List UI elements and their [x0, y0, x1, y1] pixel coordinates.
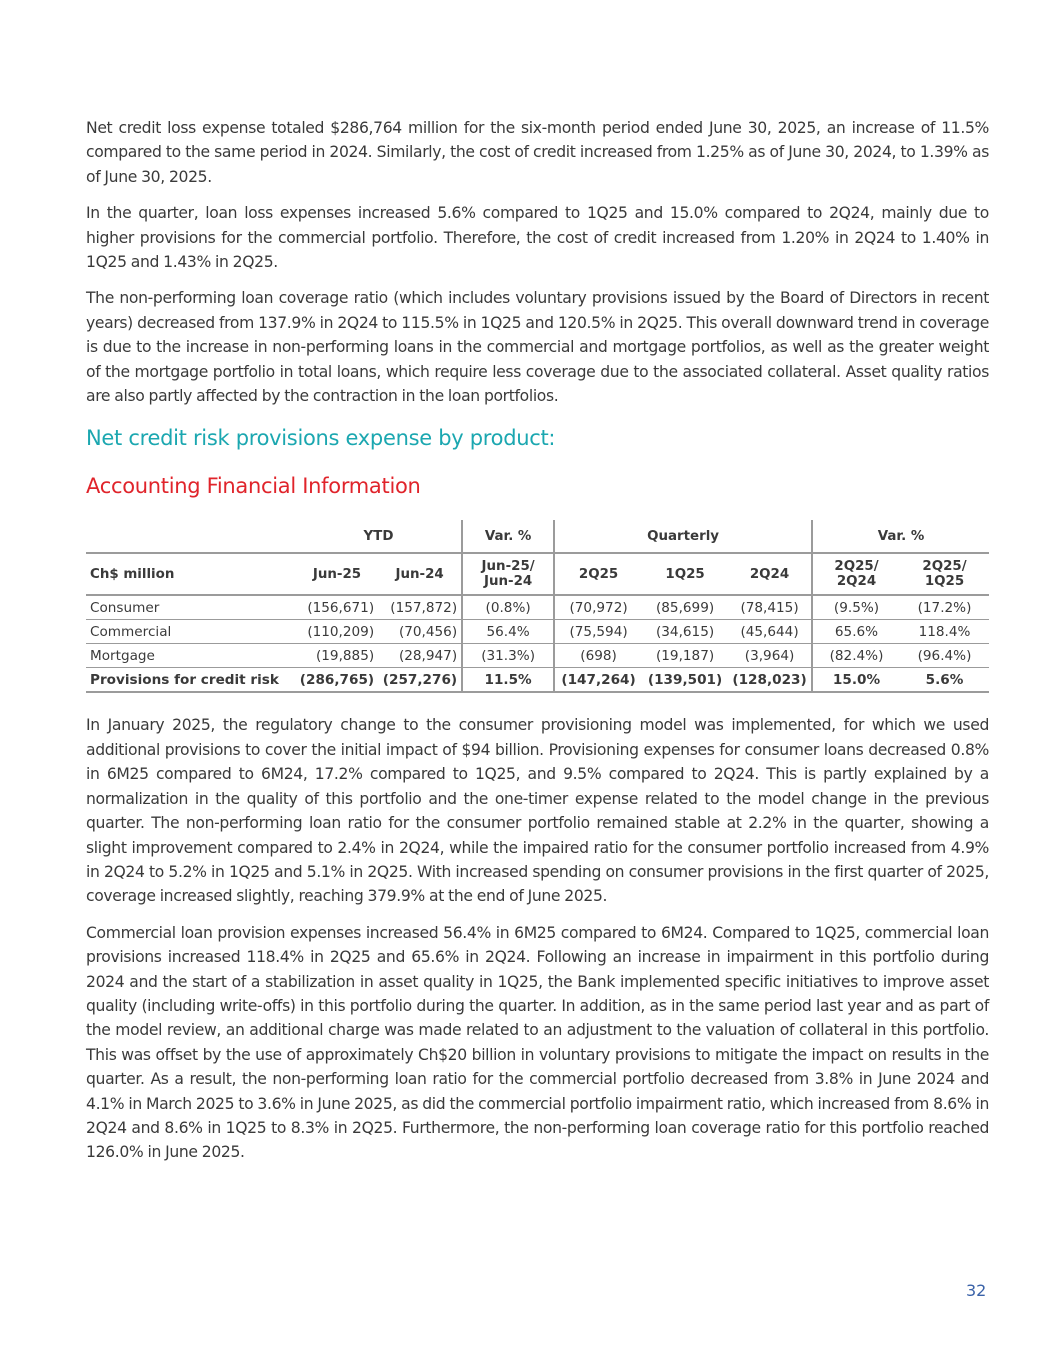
- cell-q1-25: (34,615): [642, 620, 728, 644]
- cell-jun24: (70,456): [378, 620, 462, 644]
- document-page: [86, 116, 989, 1177]
- column-header-2q24: 2Q24: [728, 553, 812, 595]
- column-header-jun24: Jun-24: [378, 553, 462, 595]
- section-heading: Net credit risk provisions expense by product:: [86, 426, 556, 451]
- cell-q2-25: (75,594): [554, 620, 642, 644]
- provisions-table: [86, 520, 989, 693]
- group-header-row: [86, 520, 989, 553]
- column-header-label: Ch$ million: [86, 553, 296, 595]
- paragraph-net-credit-loss: Net credit loss expense totaled $286,764 million for the six-month period ended June 30, 2025, an increase of 11.5% compared to the same period in 2024. Similarly, the cost of credit increased from 1.25% as of June 30, 2024, to 1.39% as of June 30, 2025.: [86, 119, 989, 186]
- cell-jun25: (19,885): [296, 644, 378, 668]
- cell-q2-24: (128,023): [728, 668, 812, 693]
- cell-q1-25: (139,501): [642, 668, 728, 693]
- cell-var-ytd: (0.8%): [462, 595, 554, 620]
- cell-label: Commercial: [86, 620, 296, 644]
- column-header-1q25: 1Q25: [642, 553, 728, 595]
- cell-q1-25: (19,187): [642, 644, 728, 668]
- cell-var-2q24: 65.6%: [812, 620, 900, 644]
- cell-var-ytd: (31.3%): [462, 644, 554, 668]
- column-header-row: [86, 553, 989, 595]
- group-header-var-ytd: Var. %: [462, 520, 554, 553]
- column-header-var-2q24: 2Q25/ 2Q24: [812, 553, 900, 595]
- group-header-var-quarterly: Var. %: [812, 520, 989, 553]
- cell-jun24: (257,276): [378, 668, 462, 693]
- page-number: 32: [966, 1281, 987, 1300]
- table-row: [86, 668, 989, 693]
- subsection-heading: Accounting Financial Information: [86, 474, 421, 499]
- cell-label: Mortgage: [86, 644, 296, 668]
- paragraph-consumer-provisions: In January 2025, the regulatory change to the consumer provisioning model was implemented, for which we used additional provisions to cover the initial impact of $94 billion. Provisioning expenses for consumer loans decreased 0.8% in 6M25 compared to 6M24, 17.2% compared to 1Q25, and 9.5% compared to 2Q24. This is partly explained by a normalization in the quality of this portfolio and the one-timer expense related to the model change in the previous quarter. The non-performing loan ratio for the consumer portfolio remained stable at 2.2% in the quarter, showing a slight improvement compared to 2.4% in 2Q24, while the impaired ratio for the consumer portfolio increased from 4.9% in 2Q24 to 5.2% in 1Q25 and 5.1% in 2Q25. With increased spending on consumer provisions in the first quarter of 2025, coverage increased slightly, reaching 379.9% at the end of June 2025.: [86, 716, 989, 906]
- cell-label: Provisions for credit risk: [86, 668, 296, 693]
- paragraph-quarter-loan-loss: In the quarter, loan loss expenses increased 5.6% compared to 1Q25 and 15.0% compared to 2Q24, mainly due to higher provisions for the commercial portfolio. Therefore, the cost of credit increased from 1.20% in 2Q24 to 1.40% in 1Q25 and 1.43% in 2Q25.: [86, 204, 989, 272]
- cell-q2-24: (45,644): [728, 620, 812, 644]
- cell-var-2q24: 15.0%: [812, 668, 900, 693]
- cell-label: Consumer: [86, 595, 296, 620]
- paragraph-coverage-ratio: The non-performing loan coverage ratio (which includes voluntary provisions issued by the Board of Directors in recent years) decreased from 137.9% in 2Q24 to 115.5% in 1Q25 and 120.5% in 2Q25. This overall downward trend in coverage is due to the increase in non-performing loans in the commercial and mortgage portfolios, as well as the greater weight of the mortgage portfolio in total loans, which require less coverage due to the associated collateral. Asset quality ratios are also partly affected by the contraction in the loan portfolios.: [86, 289, 989, 406]
- cell-jun24: (28,947): [378, 644, 462, 668]
- cell-var-2q24: (82.4%): [812, 644, 900, 668]
- cell-q1-25: (85,699): [642, 595, 728, 620]
- column-header-jun25: Jun-25: [296, 553, 378, 595]
- cell-var-1q25: 5.6%: [900, 668, 989, 693]
- column-header-2q25: 2Q25: [554, 553, 642, 595]
- paragraph-commercial-provisions: Commercial loan provision expenses increased 56.4% in 6M25 compared to 6M24. Compared to 1Q25, commercial loan provisions increased 118.4% in 2Q25 and 65.6% in 2Q24. Following an increase in impairment in this portfolio during 2024 and the start of a stabilization in asset quality in 1Q25, the Bank implemented specific initiatives to improve asset quality (including write-offs) in this portfolio during the quarter. In addition, as in the same period last year and as part of the model review, an additional charge was made related to an adjustment to the valuation of collateral in this portfolio. This was offset by the use of approximately Ch$20 billion in voluntary provisions to mitigate the impact on results in the quarter. As a result, the non-performing loan ratio for the commercial portfolio decreased from 3.8% in June 2024 and 4.1% in March 2025 to 3.6% in June 2025, as did the commercial portfolio impairment ratio, which increased from 8.6% in 2Q24 and 8.6% in 1Q25 to 8.3% in 2Q25. Furthermore, the non-performing loan coverage ratio for this portfolio reached 126.0% in June 2025.: [86, 923, 989, 1162]
- column-header-var-ytd: Jun-25/ Jun-24: [462, 553, 554, 595]
- cell-var-ytd: 56.4%: [462, 620, 554, 644]
- cell-q2-25: (147,264): [554, 668, 642, 693]
- cell-var-1q25: 118.4%: [900, 620, 989, 644]
- cell-jun25: (286,765): [296, 668, 378, 693]
- table-row: [86, 595, 989, 620]
- cell-jun24: (157,872): [378, 595, 462, 620]
- cell-var-2q24: (9.5%): [812, 595, 900, 620]
- cell-var-1q25: (17.2%): [900, 595, 989, 620]
- column-header-var-1q25: 2Q25/ 1Q25: [900, 553, 989, 595]
- cell-q2-25: (698): [554, 644, 642, 668]
- cell-jun25: (110,209): [296, 620, 378, 644]
- cell-q2-24: (3,964): [728, 644, 812, 668]
- group-header-quarterly: Quarterly: [554, 520, 812, 553]
- cell-q2-25: (70,972): [554, 595, 642, 620]
- table-row: [86, 620, 989, 644]
- table-row: [86, 644, 989, 668]
- cell-jun25: (156,671): [296, 595, 378, 620]
- cell-var-1q25: (96.4%): [900, 644, 989, 668]
- group-header-ytd: YTD: [363, 528, 394, 544]
- cell-q2-24: (78,415): [728, 595, 812, 620]
- cell-var-ytd: 11.5%: [462, 668, 554, 693]
